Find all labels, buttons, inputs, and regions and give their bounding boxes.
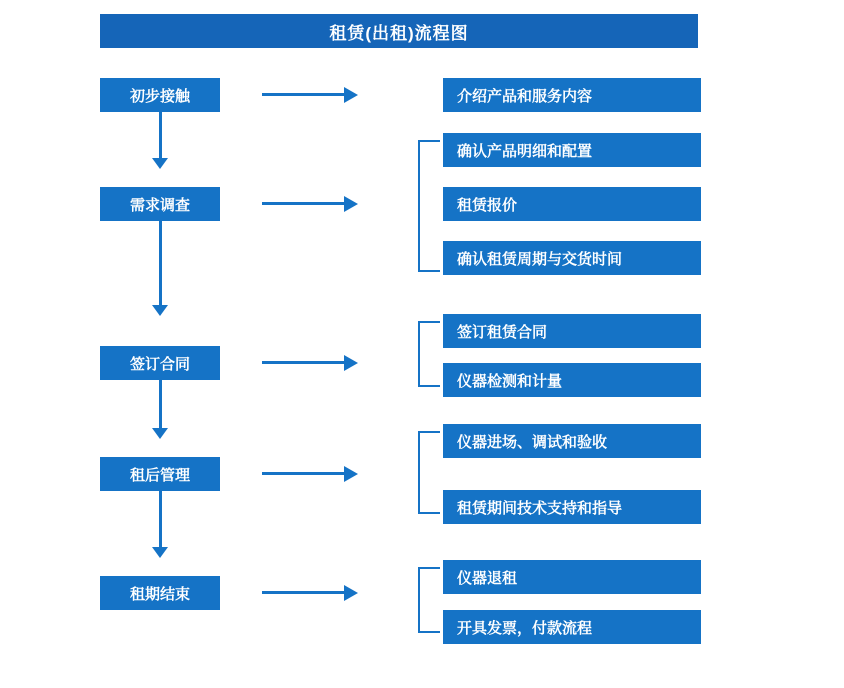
stage-node-5[interactable]: 租期结束 <box>100 576 220 610</box>
connector-horizontal-arrowhead-4 <box>344 466 358 482</box>
detail-node-9[interactable]: 仪器退租 <box>443 560 701 594</box>
detail-node-5[interactable]: 签订租赁合同 <box>443 314 701 348</box>
connector-horizontal-arrowhead-3 <box>344 355 358 371</box>
connector-horizontal-4 <box>262 472 346 475</box>
connector-vertical-arrow-2 <box>152 305 168 316</box>
detail-node-8[interactable]: 租赁期间技术支持和指导 <box>443 490 701 524</box>
stage-node-1[interactable]: 初步接触 <box>100 78 220 112</box>
detail-node-3[interactable]: 租赁报价 <box>443 187 701 221</box>
connector-horizontal-1 <box>262 93 346 96</box>
stage-node-2[interactable]: 需求调查 <box>100 187 220 221</box>
stage-node-3[interactable]: 签订合同 <box>100 346 220 380</box>
detail-node-2[interactable]: 确认产品明细和配置 <box>443 133 701 167</box>
detail-node-1[interactable]: 介绍产品和服务内容 <box>443 78 701 112</box>
stage-node-4[interactable]: 租后管理 <box>100 457 220 491</box>
group-bracket-3 <box>418 431 440 514</box>
connector-vertical-arrow-4 <box>152 547 168 558</box>
connector-horizontal-arrowhead-1 <box>344 87 358 103</box>
connector-vertical-arrow-1 <box>152 158 168 169</box>
group-bracket-1 <box>418 140 440 272</box>
connector-horizontal-arrowhead-2 <box>344 196 358 212</box>
detail-node-4[interactable]: 确认租赁周期与交货时间 <box>443 241 701 275</box>
detail-node-6[interactable]: 仪器检测和计量 <box>443 363 701 397</box>
connector-vertical-4 <box>159 491 162 549</box>
connector-vertical-arrow-3 <box>152 428 168 439</box>
detail-node-10[interactable]: 开具发票，付款流程 <box>443 610 701 644</box>
connector-horizontal-3 <box>262 361 346 364</box>
connector-horizontal-5 <box>262 591 346 594</box>
connector-vertical-3 <box>159 380 162 430</box>
group-bracket-4 <box>418 567 440 633</box>
connector-vertical-1 <box>159 112 162 160</box>
connector-horizontal-2 <box>262 202 346 205</box>
connector-horizontal-arrowhead-5 <box>344 585 358 601</box>
page-title: 租赁(出租)流程图 <box>100 14 698 48</box>
group-bracket-2 <box>418 321 440 387</box>
connector-vertical-2 <box>159 221 162 309</box>
detail-node-7[interactable]: 仪器进场、调试和验收 <box>443 424 701 458</box>
